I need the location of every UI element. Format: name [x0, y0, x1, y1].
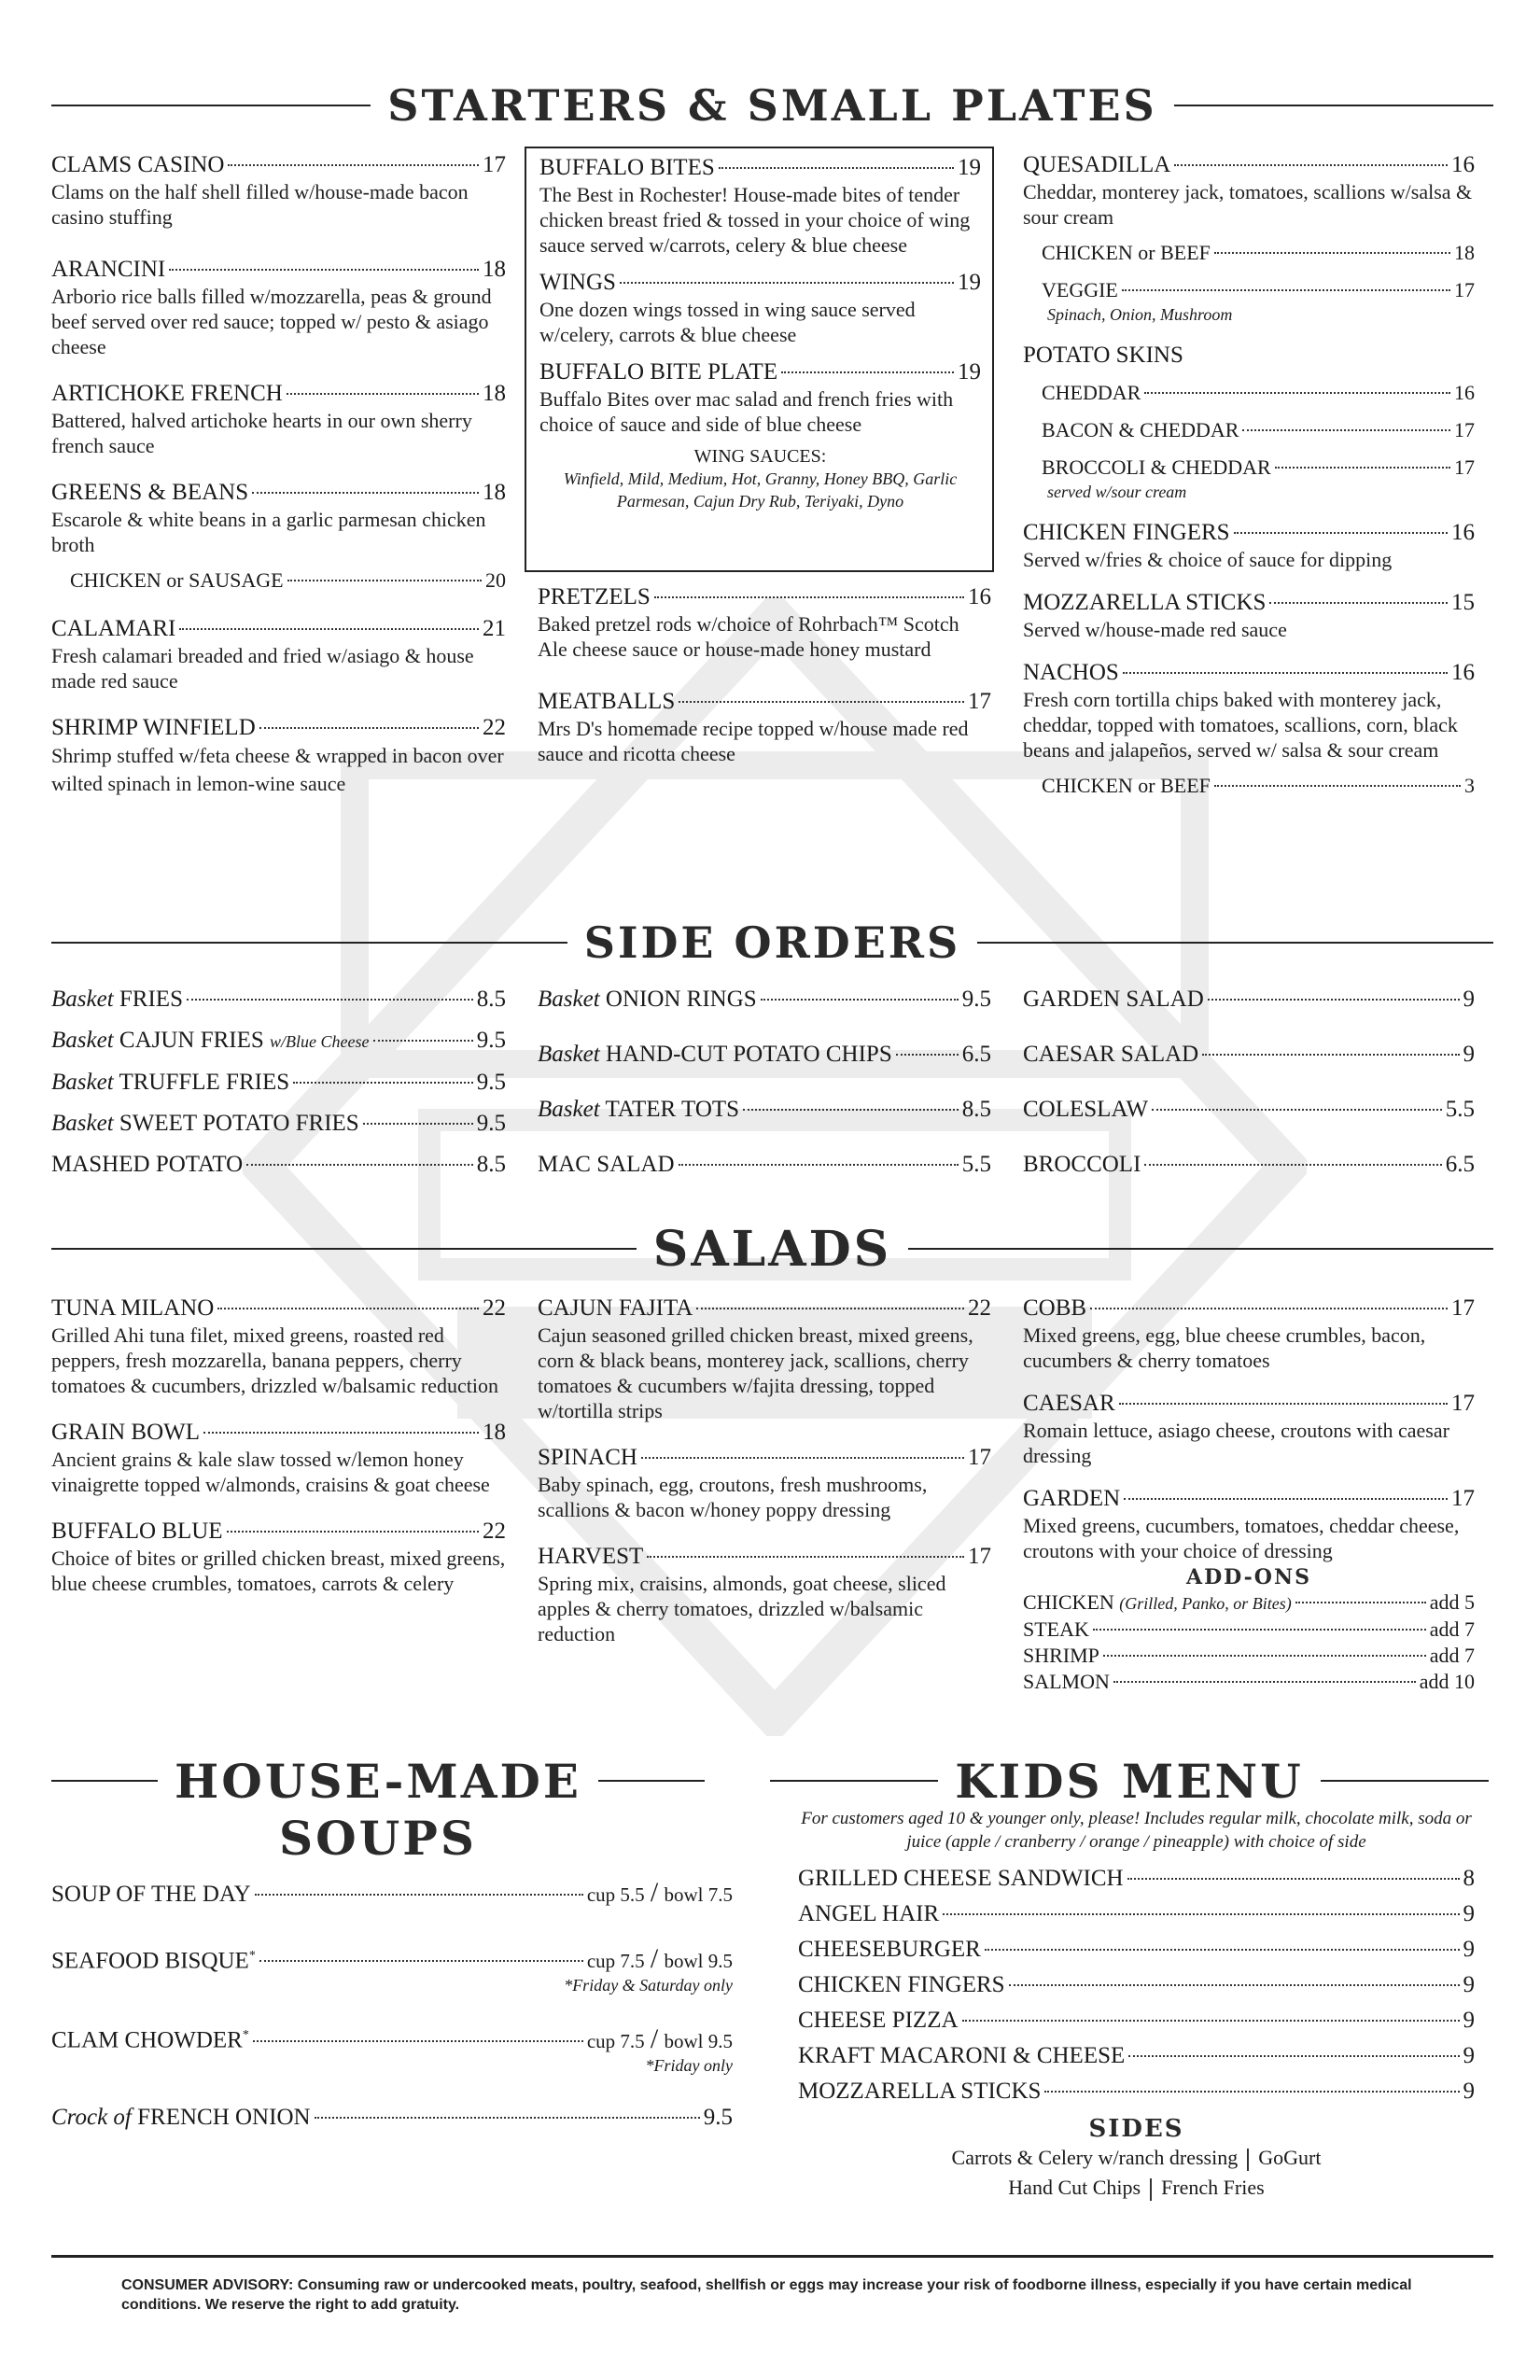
soup-prefix: Crock of: [51, 2104, 132, 2130]
wing-sauces-title: WING SAUCES:: [693, 446, 827, 467]
kids-item: [798, 2007, 1475, 2035]
addon-price: add 7: [1429, 1644, 1475, 1667]
soups-list: [51, 1879, 733, 2165]
item-name: QUESADILLA: [1023, 152, 1171, 177]
soup-item: SOUP OF THE DAY cup 5.5 / bowl 7.5: [51, 1877, 733, 1908]
menu-item-chicken-fingers: [1023, 519, 1475, 572]
item-description: Arborio rice balls filled w/mozzarella, peas & ground beef served over red sauce; topped w/ pesto & asiago cheese: [51, 285, 492, 358]
side-price: 8.5: [961, 1097, 991, 1122]
soup-item: CLAM CHOWDER* cup 7.5 / bowl 9.5 *Friday only: [51, 2023, 733, 2075]
item-description: Mixed greens, egg, blue cheese crumbles, bacon, cucumbers & cherry tomatoes: [1023, 1323, 1426, 1372]
item-option-name: VEGGIE: [1042, 278, 1118, 301]
item-price: 17: [483, 152, 506, 177]
starters-header: [51, 82, 1493, 129]
side-item: [538, 1151, 991, 1179]
starters-title: STARTERS & SMALL PLATES: [387, 80, 1157, 131]
menu-item-quesadilla: [1023, 151, 1475, 325]
side-name: FRIES: [119, 987, 183, 1012]
item-description: Mrs D's homemade recipe topped w/house made red sauce and ricotta cheese: [538, 717, 969, 765]
side-price: 9.5: [476, 1028, 506, 1053]
item-option-price: 17: [1454, 455, 1475, 479]
item-name: CHICKEN FINGERS: [1023, 520, 1230, 545]
menu-item-harvest: [538, 1543, 991, 1646]
item-name: ARANCINI: [51, 257, 166, 282]
item-price: 18: [483, 381, 506, 406]
header-rule-left: [51, 942, 567, 944]
kids-item: [798, 1900, 1475, 1928]
side-item: [1023, 1096, 1475, 1124]
menu-item-potato-skins: [1023, 342, 1475, 502]
advisory-label: CONSUMER ADVISORY:: [121, 2277, 294, 2293]
item-option-name: BACON & CHEDDAR: [1042, 418, 1239, 441]
item-option-price: 17: [1454, 418, 1475, 441]
side-name: MAC SALAD: [538, 1152, 675, 1177]
soup-name: FRENCH ONION: [137, 2104, 311, 2130]
addon-name: STEAK: [1023, 1617, 1089, 1641]
menu-item-caesar: [1023, 1390, 1475, 1468]
item-price: 17: [1451, 1486, 1475, 1511]
divider: [1150, 2178, 1152, 2201]
side-prefix: Basket: [538, 1097, 600, 1122]
menu-item-pretzels: [538, 583, 991, 662]
item-option-note: served w/sour cream: [1047, 483, 1187, 501]
divider: [1247, 2149, 1249, 2171]
side-prefix: Basket: [51, 1111, 114, 1136]
kids-item-name: GRILLED CHEESE SANDWICH: [798, 1866, 1124, 1891]
side-prefix: Basket: [538, 1042, 600, 1067]
item-name: HARVEST: [538, 1544, 644, 1569]
soup-availability-note: *Friday only: [645, 2055, 733, 2075]
item-description: Fresh corn tortilla chips baked with monterey jack, cheddar, topped with tomatoes, scallions, corn, black beans and jalapeños, served w/ salsa & sour cream: [1023, 688, 1458, 762]
item-price: 16: [1451, 660, 1475, 685]
salads-column-2: [538, 1295, 991, 1663]
kids-item-name: CHEESEBURGER: [798, 1937, 981, 1962]
menu-item-arancini: [51, 256, 506, 359]
item-option-name: CHICKEN or SAUSAGE: [70, 568, 284, 592]
item-price: 18: [483, 480, 506, 505]
item-price: 17: [1451, 1391, 1475, 1416]
soup-price: 9.5: [703, 2104, 733, 2130]
side-price: 9.5: [476, 1070, 506, 1095]
menu-item-artichoke-french: [51, 380, 506, 458]
kids-item: [798, 1936, 1475, 1964]
kids-item-price: 9: [1463, 2043, 1475, 2068]
bottom-divider: [51, 2255, 1493, 2258]
item-price: 22: [483, 1519, 506, 1544]
salads-column-3: [1023, 1295, 1475, 1695]
sides-column-3: [1023, 986, 1475, 1206]
item-name: ARTICHOKE FRENCH: [51, 381, 283, 406]
item-description: Spring mix, craisins, almonds, goat cheese, sliced apples & cherry tomatoes, drizzled w/balsamic reduction: [538, 1572, 946, 1645]
item-option-note: Spinach, Onion, Mushroom: [1047, 305, 1233, 324]
item-price: 19: [958, 359, 981, 385]
header-rule-right: [1174, 105, 1493, 106]
menu-item-buffalo-bites: [539, 154, 981, 258]
addon-item: [1023, 1643, 1475, 1669]
item-description: Served w/house-made red sauce: [1023, 618, 1287, 641]
side-item: [51, 1069, 506, 1097]
item-name: GREENS & BEANS: [51, 480, 249, 505]
side-item: [1023, 1151, 1475, 1179]
header-rule-left: [51, 1780, 158, 1782]
item-option-price: 17: [1454, 278, 1475, 301]
header-rule-right: [598, 1780, 705, 1782]
item-option-name: CHICKEN or BEEF: [1042, 774, 1211, 797]
soup-name: CLAM CHOWDER: [51, 2027, 243, 2053]
soup-cup-price: cup 7.5: [586, 2029, 645, 2052]
side-item: [51, 1027, 506, 1056]
item-name: CALAMARI: [51, 616, 176, 641]
side-name: CAESAR SALAD: [1023, 1042, 1199, 1067]
menu-item-wings: [539, 269, 981, 347]
menu-item-tuna-milano: [51, 1295, 506, 1398]
item-description: Baby spinach, egg, croutons, fresh mushrooms, scallions & bacon w/honey poppy dressing: [538, 1473, 928, 1521]
menu-item-calamari: [51, 615, 506, 693]
kids-item-price: 9: [1463, 1972, 1475, 1997]
item-option-name: BROCCOLI & CHEDDAR: [1042, 455, 1271, 479]
side-name: ONION RINGS: [605, 987, 757, 1012]
kids-item: [798, 2078, 1475, 2106]
menu-item-nachos: [1023, 659, 1475, 800]
item-price: 16: [968, 584, 991, 609]
item-price: 15: [1451, 590, 1475, 615]
item-price: 21: [483, 616, 506, 641]
menu-item-mozzarella-sticks: [1023, 589, 1475, 642]
item-description: One dozen wings tossed in wing sauce served w/celery, carrots & blue cheese: [539, 298, 916, 346]
soup-item: [51, 2104, 733, 2132]
soup-asterisk: *: [248, 1949, 256, 1963]
side-price: 5.5: [961, 1152, 991, 1177]
item-name: WINGS: [539, 270, 616, 295]
addon-price: add 5: [1429, 1590, 1475, 1614]
side-orders-header: [51, 919, 1493, 966]
buffalo-feature-box: [525, 147, 994, 572]
addon-item: [1023, 1589, 1475, 1617]
item-name: BUFFALO BITES: [539, 155, 715, 180]
soup-cup-price: cup 5.5: [586, 1883, 645, 1906]
side-name: HAND-CUT POTATO CHIPS: [605, 1042, 892, 1067]
side-item: [51, 1110, 506, 1138]
item-price: 16: [1451, 520, 1475, 545]
item-description: Grilled Ahi tuna filet, mixed greens, roasted red peppers, fresh mozzarella, banana peppers, cherry tomatoes & cucumbers, drizzled w/balsamic reduction: [51, 1323, 498, 1397]
header-rule-left: [770, 1780, 938, 1782]
starters-column-3: [1023, 151, 1475, 817]
kids-side: Hand Cut Chips: [1008, 2176, 1141, 2199]
header-rule-right: [1321, 1780, 1489, 1782]
soup-name: SOUP OF THE DAY: [51, 1882, 251, 1907]
kids-side: French Fries: [1161, 2176, 1265, 2199]
menu-item-clams-casino: [51, 151, 506, 230]
item-price: 17: [968, 689, 991, 714]
item-name: GRAIN BOWL: [51, 1420, 201, 1445]
item-name: SHRIMP WINFIELD: [51, 715, 256, 740]
kids-title: KIDS MENU: [955, 1753, 1304, 1809]
addon-name: SALMON: [1023, 1670, 1110, 1693]
kids-item-name: MOZZARELLA STICKS: [798, 2079, 1042, 2104]
salads-column-1: [51, 1295, 506, 1613]
addon-name: CHICKEN: [1023, 1590, 1114, 1614]
item-description: Cajun seasoned grilled chicken breast, mixed greens, corn & black beans, monterey jack, scallions, cherry tomatoes & cucumbers w/fajita dressing, topped w/tortilla strips: [538, 1323, 973, 1422]
side-prefix: Basket: [538, 987, 600, 1012]
item-name: CAJUN FAJITA: [538, 1295, 693, 1321]
wing-sauces-list: Winfield, Mild, Medium, Hot, Granny, Honey BBQ, Garlic Parmesan, Cajun Dry Rub, Teriyaki, Dyno: [563, 469, 958, 511]
item-name: CAESAR: [1023, 1391, 1115, 1416]
side-item: [538, 1096, 991, 1124]
side-price: 9: [1463, 987, 1475, 1012]
salads-title: SALADS: [652, 1220, 892, 1278]
item-description: Mixed greens, cucumbers, tomatoes, cheddar cheese, croutons with your choice of dressing: [1023, 1514, 1460, 1562]
item-price: 16: [1451, 152, 1475, 177]
menu-item-cajun-fajita: [538, 1295, 991, 1423]
menu-item-spinach: [538, 1444, 991, 1522]
side-price: 9: [1463, 1042, 1475, 1067]
item-name: BUFFALO BITE PLATE: [539, 359, 778, 385]
soups-title-line2: SOUPS: [279, 1811, 477, 1866]
addons-title: ADD-ONS: [1186, 1565, 1311, 1589]
item-name: NACHOS: [1023, 660, 1119, 685]
addons-list: [1023, 1589, 1475, 1695]
menu-item-meatballs: [538, 688, 991, 766]
kids-item-price: 9: [1463, 1901, 1475, 1926]
item-name: COBB: [1023, 1295, 1087, 1321]
item-price: 19: [958, 155, 981, 180]
side-name: TATER TOTS: [605, 1097, 740, 1122]
side-orders-title: SIDE ORDERS: [583, 917, 961, 968]
header-rule-right: [908, 1248, 1493, 1250]
kids-item-price: 9: [1463, 2079, 1475, 2104]
starters-column-2: [538, 583, 991, 783]
side-item: [51, 986, 506, 1014]
side-prefix: Basket: [51, 987, 114, 1012]
soup-availability-note: *Friday & Saturday only: [564, 1976, 733, 1995]
item-description: Clams on the half shell filled w/house-made bacon casino stuffing: [51, 180, 469, 229]
soup-asterisk: *: [242, 2028, 249, 2043]
side-price: 9.5: [476, 1111, 506, 1136]
side-prefix: Basket: [51, 1070, 114, 1095]
item-description: Baked pretzel rods w/choice of Rohrbach™ Scotch Ale cheese sauce or house-made honey mustard: [538, 612, 959, 661]
addon-price: add 7: [1429, 1617, 1475, 1641]
item-name: GARDEN: [1023, 1486, 1121, 1511]
item-name: SPINACH: [538, 1445, 637, 1470]
side-name: SWEET POTATO FRIES: [119, 1111, 359, 1136]
side-note: w/Blue Cheese: [270, 1032, 370, 1051]
soups-title-line1: HOUSE-MADE: [175, 1753, 581, 1809]
sides-column-2: [538, 986, 991, 1206]
item-name: TUNA MILANO: [51, 1295, 215, 1321]
soup-bowl-price: bowl 9.5: [664, 2029, 733, 2052]
side-price: 6.5: [1445, 1152, 1475, 1177]
addon-price: add 10: [1419, 1670, 1475, 1693]
item-price: 17: [1451, 1295, 1475, 1321]
item-price: 22: [968, 1295, 991, 1321]
soup-name: SEAFOOD BISQUE: [51, 1948, 249, 1974]
side-price: 5.5: [1445, 1097, 1475, 1122]
addon-item: [1023, 1617, 1475, 1643]
menu-item-buffalo-blue: [51, 1518, 506, 1596]
item-name: BUFFALO BLUE: [51, 1519, 223, 1544]
side-name: GARDEN SALAD: [1023, 987, 1204, 1012]
kids-side: Carrots & Celery w/ranch dressing: [951, 2146, 1239, 2169]
item-name: MEATBALLS: [538, 689, 676, 714]
item-price: 17: [968, 1544, 991, 1569]
starters-column-1: [51, 151, 506, 815]
header-rule-left: [51, 1248, 637, 1250]
kids-item-price: 8: [1463, 1866, 1475, 1891]
soup-item: SEAFOOD BISQUE* cup 7.5 / bowl 9.5 *Friday & Saturday only: [51, 1943, 733, 1995]
item-price: 17: [968, 1445, 991, 1470]
item-name: PRETZELS: [538, 584, 651, 609]
item-price: 18: [483, 257, 506, 282]
side-item: [1023, 986, 1475, 1014]
item-description: Ancient grains & kale slaw tossed w/lemon honey vinaigrette topped w/almonds, craisins & goat cheese: [51, 1448, 490, 1496]
kids-sides-title: SIDES: [1088, 2115, 1184, 2143]
item-description: Cheddar, monterey jack, tomatoes, scallions w/salsa & sour cream: [1023, 180, 1473, 229]
kids-side: GoGurt: [1258, 2146, 1322, 2169]
item-description: Buffalo Bites over mac salad and french fries with choice of sauce and side of blue cheese: [539, 387, 954, 436]
item-description: The Best in Rochester! House-made bites of tender chicken breast fried & tossed in your choice of wing sauce served w/carrots, celery & blue cheese: [539, 183, 971, 257]
item-name: POTATO SKINS: [1023, 343, 1183, 368]
menu-item-shrimp-winfield: [51, 714, 506, 798]
item-description: Served w/fries & choice of sauce for dipping: [1023, 548, 1393, 571]
kids-item-name: ANGEL HAIR: [798, 1901, 940, 1926]
menu-item-buffalo-bite-plate: [539, 358, 981, 437]
menu-item-cobb: [1023, 1295, 1475, 1373]
side-name: TRUFFLE FRIES: [119, 1070, 290, 1095]
side-price: 6.5: [961, 1042, 991, 1067]
soups-header: [51, 1755, 705, 1807]
kids-item: [798, 1865, 1475, 1893]
soup-bowl-price: bowl 7.5: [664, 1883, 733, 1906]
kids-item-name: CHEESE PIZZA: [798, 2008, 959, 2033]
side-name: CAJUN FRIES: [119, 1028, 264, 1053]
kids-sides-line-2: [798, 2173, 1475, 2203]
item-description: Fresh calamari breaded and fried w/asiago & house made red sauce: [51, 644, 474, 693]
side-item: [538, 1041, 991, 1069]
kids-sides-line-1: [798, 2143, 1475, 2173]
item-description: Battered, halved artichoke hearts in our own sherry french sauce: [51, 409, 472, 457]
item-option-price: 20: [485, 568, 506, 592]
side-name: MASHED POTATO: [51, 1152, 244, 1177]
kids-intro: For customers aged 10 & younger only, please! Includes regular milk, chocolate milk, soda or juice (apple / cranberry / orange / pineapple) with choice of side: [801, 1809, 1472, 1852]
side-prefix: Basket: [51, 1028, 114, 1053]
header-rule-left: [51, 105, 371, 106]
side-item: [51, 1151, 506, 1179]
item-description: Romain lettuce, asiago cheese, croutons with caesar dressing: [1023, 1419, 1449, 1467]
soup-cup-price: cup 7.5: [586, 1950, 645, 1973]
kids-item-name: CHICKEN FINGERS: [798, 1972, 1005, 1997]
advisory-text: Consuming raw or undercooked meats, poultry, seafood, shellfish or eggs may increase your risk of foodborne illness, especially if you have certain medical conditions. We reserve the right to add gratuity.: [121, 2277, 1412, 2313]
side-item: [1023, 1041, 1475, 1069]
item-description: Escarole & white beans in a garlic parmesan chicken broth: [51, 508, 486, 556]
menu-item-grain-bowl: [51, 1419, 506, 1497]
side-item: [538, 986, 991, 1014]
side-name: COLESLAW: [1023, 1097, 1149, 1122]
addon-note: (Grilled, Panko, or Bites): [1119, 1594, 1292, 1613]
side-name: BROCCOLI: [1023, 1152, 1141, 1177]
kids-item: [798, 2042, 1475, 2070]
header-rule-right: [977, 942, 1493, 944]
item-price: 22: [483, 715, 506, 740]
kids-item-name: KRAFT MACARONI & CHEESE: [798, 2043, 1126, 2068]
kids-menu: [798, 1807, 1475, 2203]
sides-column-1: [51, 986, 506, 1192]
kids-item: [798, 1971, 1475, 1999]
item-option-price: 16: [1454, 381, 1475, 404]
consumer-advisory: [121, 2275, 1447, 2315]
addon-item: [1023, 1669, 1475, 1695]
soup-bowl-price: bowl 9.5: [664, 1950, 733, 1973]
salads-header: [51, 1220, 1493, 1278]
item-option-name: CHEDDAR: [1042, 381, 1141, 404]
item-name: MOZZARELLA STICKS: [1023, 590, 1267, 615]
menu-item-garden: [1023, 1485, 1475, 1563]
kids-item-price: 9: [1463, 1937, 1475, 1962]
item-name: CLAMS CASINO: [51, 152, 225, 177]
menu-item-greens-beans: [51, 479, 506, 595]
side-price: 8.5: [476, 1152, 506, 1177]
kids-item-price: 9: [1463, 2008, 1475, 2033]
item-price: 19: [958, 270, 981, 295]
item-option-price: 3: [1464, 774, 1475, 797]
item-option-name: CHICKEN or BEEF: [1042, 241, 1211, 264]
addon-name: SHRIMP: [1023, 1644, 1099, 1667]
item-description: Choice of bites or grilled chicken breast, mixed greens, blue cheese crumbles, tomatoes, carrots & celery: [51, 1547, 506, 1595]
item-price: 22: [483, 1295, 506, 1321]
item-price: 18: [483, 1420, 506, 1445]
kids-header: [770, 1755, 1489, 1807]
item-option-price: 18: [1454, 241, 1475, 264]
side-price: 8.5: [476, 987, 506, 1012]
side-price: 9.5: [961, 987, 991, 1012]
item-description: Shrimp stuffed w/feta cheese & wrapped in bacon over wilted spinach in lemon-wine sauce: [51, 744, 504, 795]
